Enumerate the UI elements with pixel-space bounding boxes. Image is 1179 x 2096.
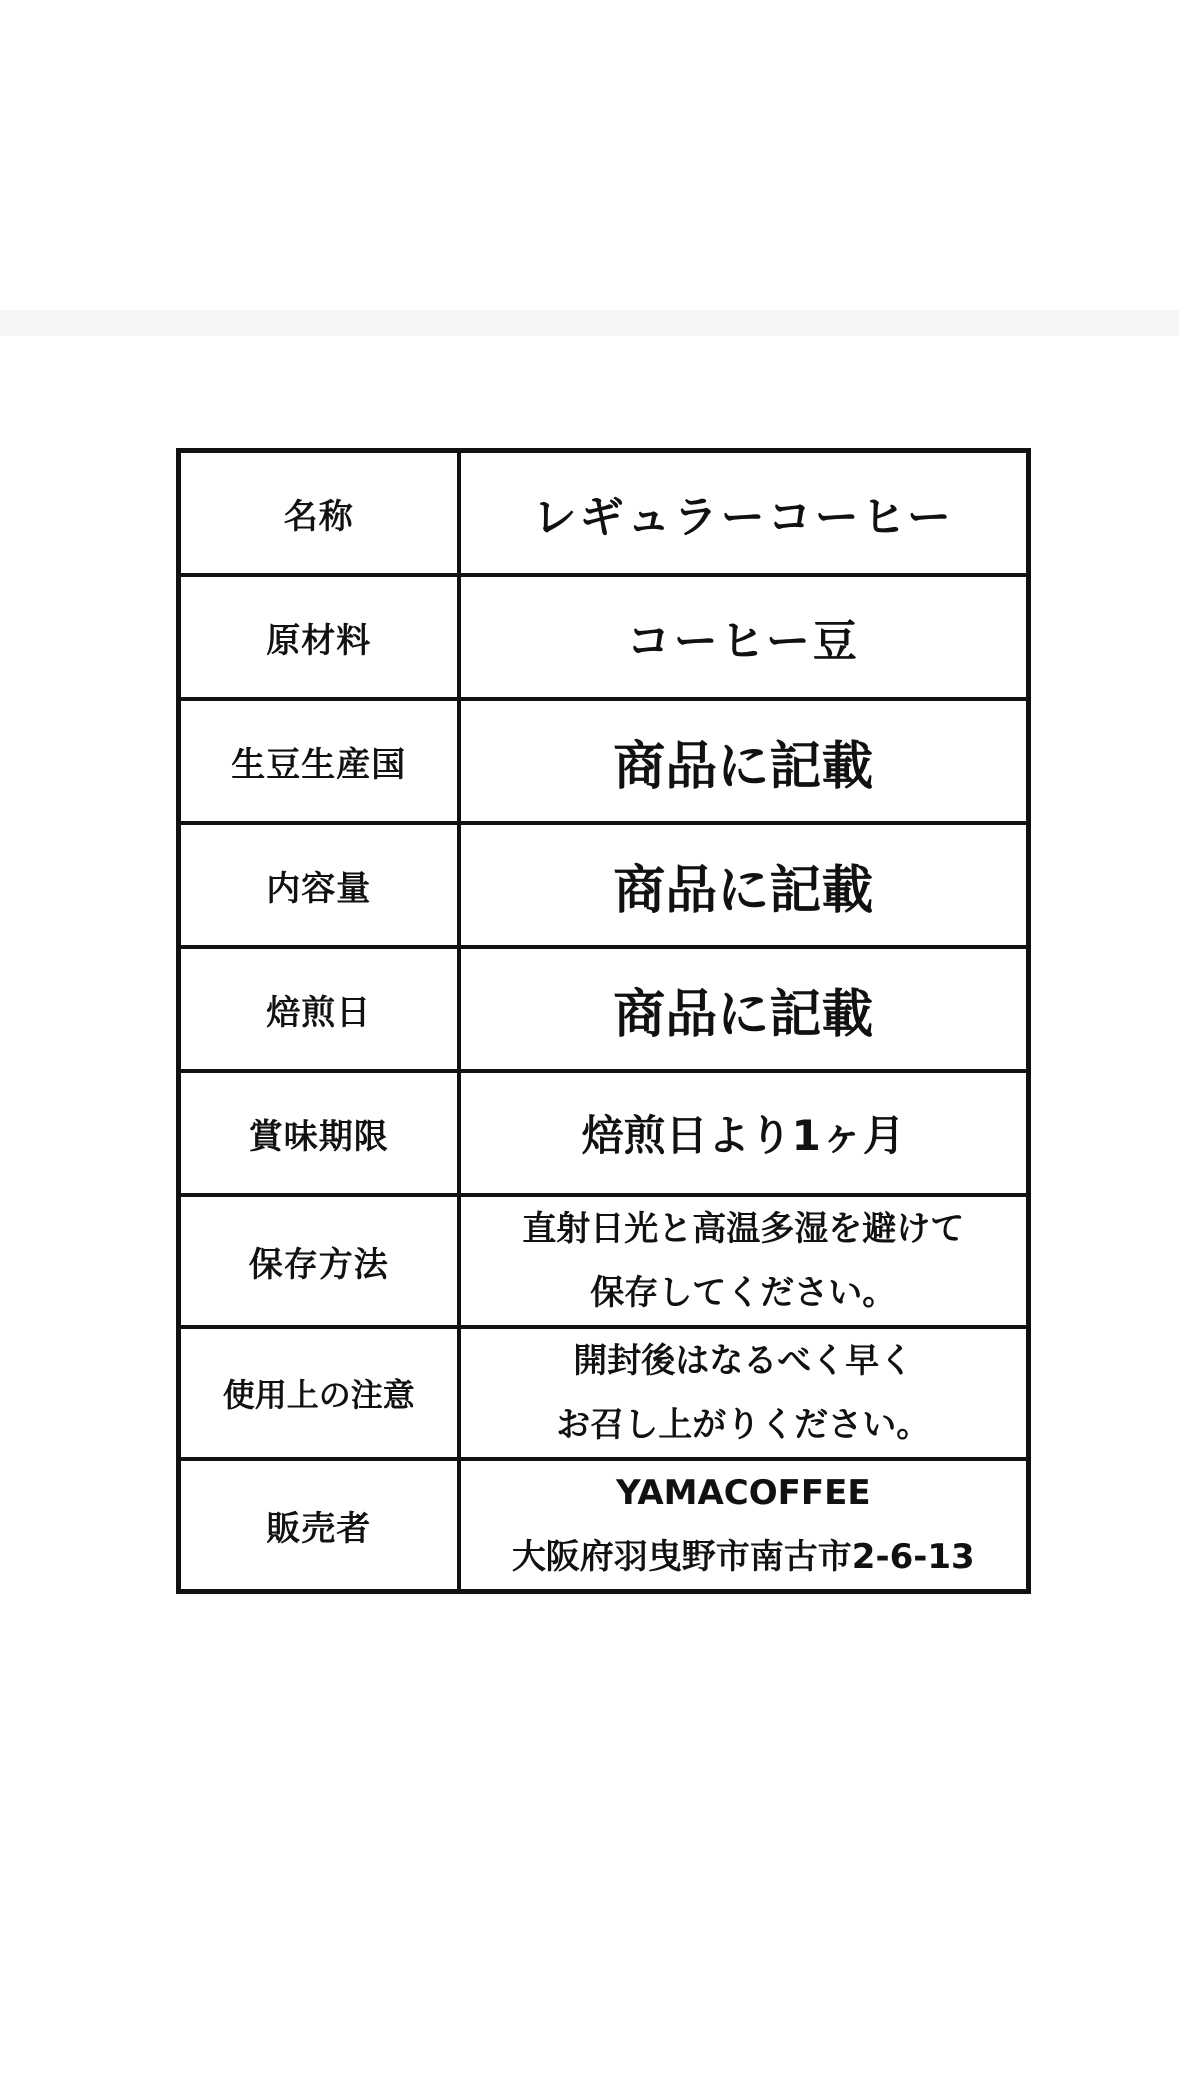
label-cell <box>179 947 459 1071</box>
label-cell <box>179 1327 459 1459</box>
row-caution <box>179 1327 1029 1459</box>
label-cell <box>179 575 459 699</box>
roast-date-label: 焙煎日 <box>266 992 372 1033</box>
storage-line-2: 保存してください。 <box>590 1273 897 1313</box>
net-contents-value: 商品に記載 <box>613 860 874 921</box>
top-gray-band <box>0 310 1179 336</box>
caution-line-2: お召し上がりください。 <box>556 1405 931 1445</box>
seller-label: 販売者 <box>266 1508 372 1549</box>
ingredients-value: コーヒー豆 <box>626 616 860 667</box>
product-label-table <box>176 448 1031 1594</box>
row-seller <box>179 1459 1029 1592</box>
origin-label: 生豆生産国 <box>231 744 407 785</box>
value-cell <box>459 1459 1029 1592</box>
net-contents-label: 内容量 <box>266 868 372 909</box>
ingredients-label: 原材料 <box>266 620 372 661</box>
row-net-contents <box>179 823 1029 947</box>
seller-address: 大阪府羽曳野市南古市2-6-13 <box>511 1537 975 1577</box>
caution-value <box>461 1329 1027 1457</box>
origin-value: 商品に記載 <box>613 736 874 797</box>
name-label: 名称 <box>283 496 354 537</box>
label-cell <box>179 1459 459 1592</box>
roast-date-value: 商品に記載 <box>613 984 874 1045</box>
label-cell <box>179 823 459 947</box>
value-cell <box>459 699 1029 823</box>
value-cell <box>459 451 1029 576</box>
best-before-value: 焙煎日より1ヶ月 <box>581 1111 905 1160</box>
label-cell <box>179 1071 459 1195</box>
row-origin <box>179 699 1029 823</box>
value-cell <box>459 1071 1029 1195</box>
row-best-before <box>179 1071 1029 1195</box>
seller-name: YAMACOFFEE <box>615 1473 871 1513</box>
value-cell <box>459 1327 1029 1459</box>
value-cell <box>459 823 1029 947</box>
value-cell <box>459 575 1029 699</box>
storage-value <box>461 1197 1027 1325</box>
row-roast-date <box>179 947 1029 1071</box>
label-cell <box>179 699 459 823</box>
caution-label: 使用上の注意 <box>222 1376 415 1414</box>
row-name <box>179 451 1029 576</box>
label-cell <box>179 451 459 576</box>
value-cell <box>459 947 1029 1071</box>
caution-line-1: 開封後はなるべく早く <box>573 1341 914 1381</box>
storage-label: 保存方法 <box>248 1244 389 1285</box>
row-storage <box>179 1195 1029 1327</box>
name-value: レギュラーコーヒー <box>532 492 954 543</box>
row-ingredients <box>179 575 1029 699</box>
label-cell <box>179 1195 459 1327</box>
best-before-label: 賞味期限 <box>248 1116 389 1157</box>
storage-line-1: 直射日光と高温多湿を避けて <box>522 1209 965 1249</box>
seller-value <box>461 1461 1027 1589</box>
value-cell <box>459 1195 1029 1327</box>
